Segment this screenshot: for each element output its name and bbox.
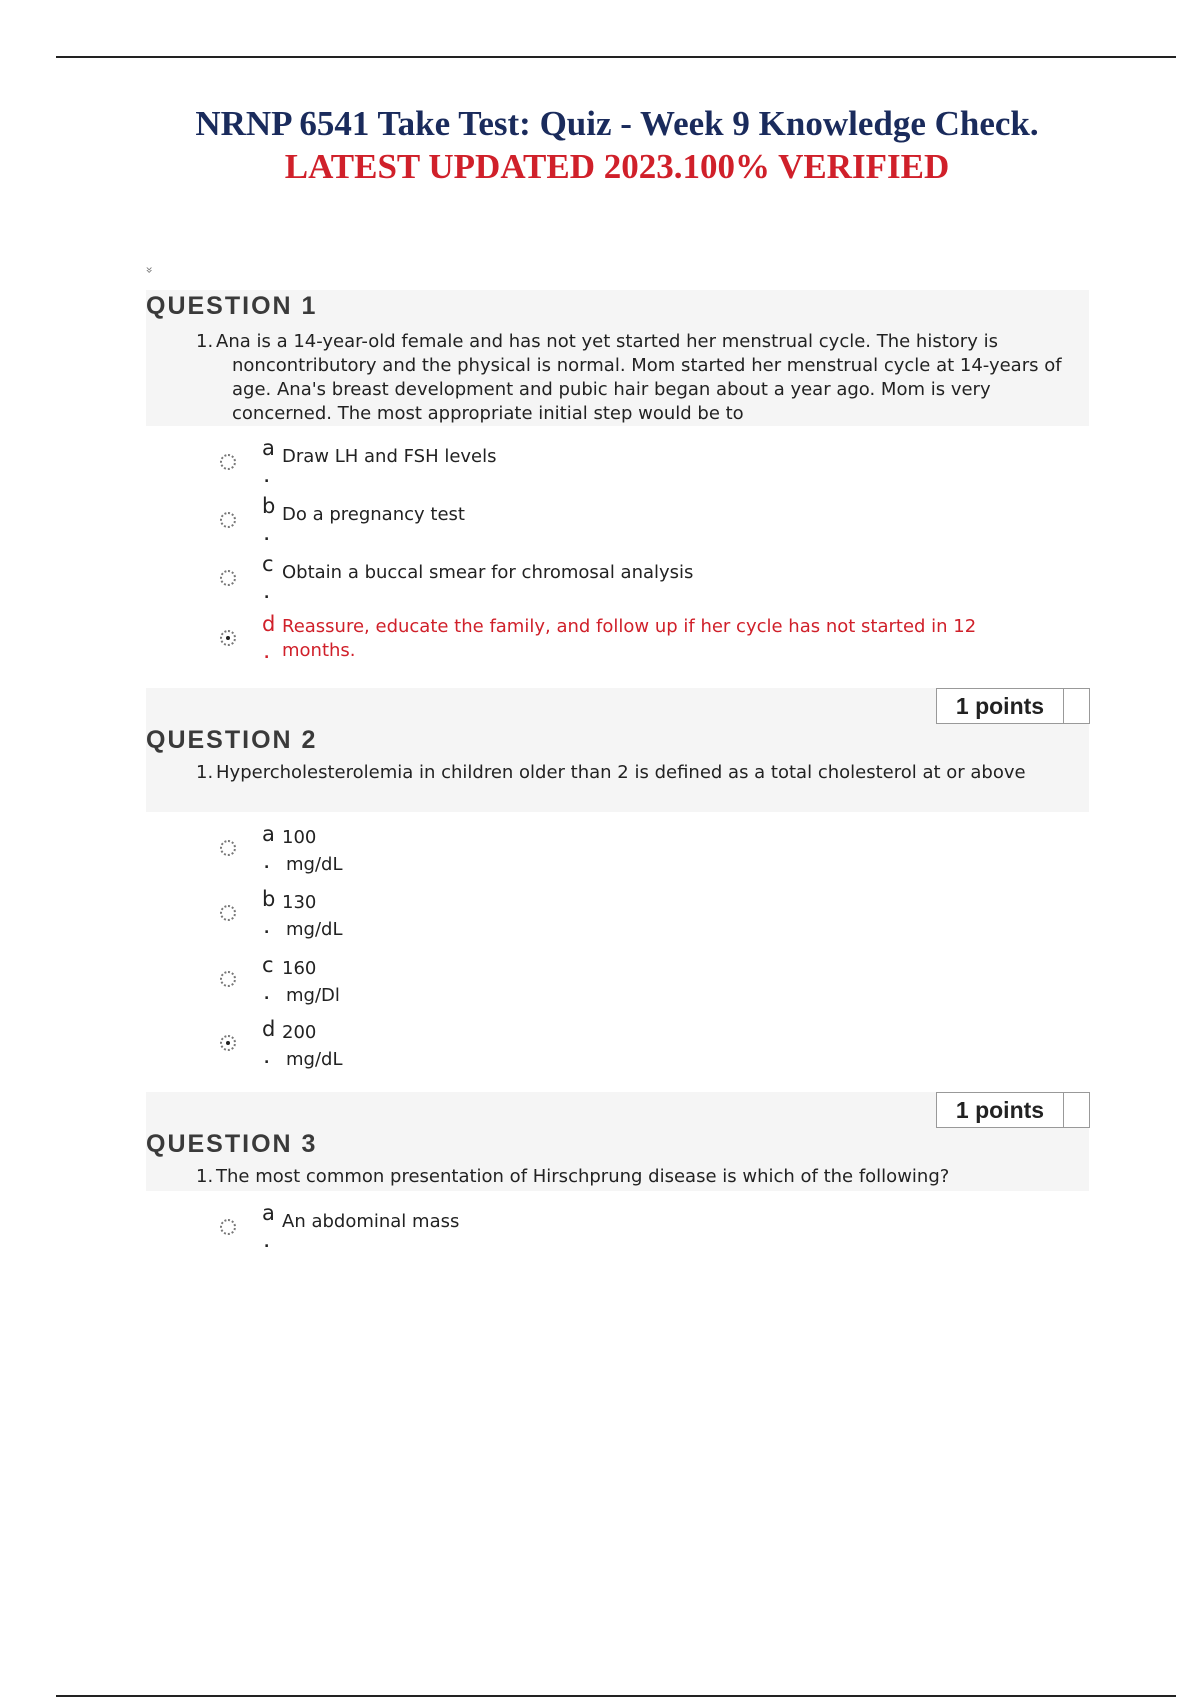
question-3-number: 1. [196, 1166, 214, 1187]
option-dot: . [264, 921, 270, 937]
radio-button-selected[interactable] [220, 1035, 236, 1051]
question-2-points-box [936, 688, 1090, 724]
question-1-body: Ana is a 14-year-old female and has not yet started her menstrual cycle. The history is noncontributory and the physical is normal. Mom started her menstrual cycle at 14-years of age. Ana's breast development and pubic hair began about a year ago. Mom is very concerned. The most appropriate initial step would be to [216, 331, 1062, 424]
option-letter: b [262, 494, 276, 518]
question-1-text [196, 330, 1076, 426]
option-value: 130 [282, 892, 317, 913]
question-2-option-c[interactable] [218, 953, 1038, 1007]
option-value: 200 [282, 1022, 317, 1043]
option-text: Do a pregnancy test [282, 504, 465, 525]
option-dot: . [264, 987, 270, 1003]
option-text: An abdominal mass [282, 1211, 460, 1232]
question-2-body: Hypercholesterolemia in children older than 2 is defined as a total cholesterol at or above [216, 762, 1026, 783]
question-1-option-d[interactable] [218, 612, 1038, 672]
radio-button[interactable] [220, 1219, 236, 1235]
question-1-option-b[interactable] [218, 494, 1038, 548]
question-3-title: QUESTION 3 [146, 1130, 318, 1158]
question-3-text [196, 1165, 1076, 1189]
radio-button[interactable] [220, 570, 236, 586]
radio-button[interactable] [220, 905, 236, 921]
question-2-option-b[interactable] [218, 887, 1038, 941]
option-dot: . [264, 528, 270, 544]
points-label: 1 points [937, 1093, 1064, 1127]
question-1-title: QUESTION 1 [146, 292, 318, 320]
double-chevron-down-icon[interactable]: » [142, 266, 157, 274]
option-dot: . [264, 1235, 270, 1251]
option-dot: . [264, 1051, 270, 1067]
option-letter: d [262, 612, 276, 636]
question-1-option-c[interactable] [218, 552, 1038, 606]
option-letter: c [262, 552, 274, 576]
question-1-option-a[interactable] [218, 436, 1038, 490]
option-unit: mg/dL [286, 854, 343, 875]
bottom-rule [56, 1695, 1176, 1697]
question-2-option-a[interactable] [218, 822, 1038, 876]
question-2-number: 1. [196, 762, 214, 783]
document-title: NRNP 6541 Take Test: Quiz - Week 9 Knowledge Check. [195, 104, 1039, 143]
option-dot: . [264, 646, 270, 662]
radio-button-selected[interactable] [220, 630, 236, 646]
points-label: 1 points [937, 689, 1064, 723]
option-text: Reassure, educate the family, and follow up if her cycle has not started in 12 months. [282, 616, 977, 661]
option-letter: a [262, 822, 275, 846]
question-3-option-a[interactable] [218, 1201, 1038, 1255]
question-1-number: 1. [196, 331, 214, 352]
option-letter: d [262, 1017, 276, 1041]
radio-button[interactable] [220, 454, 236, 470]
option-dot: . [264, 586, 270, 602]
option-unit: mg/dL [286, 919, 343, 940]
option-letter: c [262, 953, 274, 977]
option-letter: a [262, 436, 275, 460]
radio-button[interactable] [220, 512, 236, 528]
question-3-body: The most common presentation of Hirschprung disease is which of the following? [216, 1166, 950, 1187]
question-2-title: QUESTION 2 [146, 726, 318, 754]
option-letter: b [262, 887, 276, 911]
option-text: Obtain a buccal smear for chromosal analysis [282, 562, 694, 583]
option-value: 160 [282, 958, 317, 979]
option-letter: a [262, 1201, 275, 1225]
radio-button[interactable] [220, 971, 236, 987]
document-subtitle: LATEST UPDATED 2023.100% VERIFIED [284, 147, 950, 186]
question-3-points-box [936, 1092, 1090, 1128]
option-dot: . [264, 470, 270, 486]
option-value: 100 [282, 827, 317, 848]
question-2-option-d[interactable] [218, 1017, 1038, 1071]
question-2-text [196, 761, 1076, 785]
radio-button[interactable] [220, 840, 236, 856]
option-text: Draw LH and FSH levels [282, 446, 497, 467]
option-unit: mg/dL [286, 1049, 343, 1070]
option-unit: mg/Dl [286, 985, 340, 1006]
option-dot: . [264, 856, 270, 872]
top-rule [56, 56, 1176, 58]
